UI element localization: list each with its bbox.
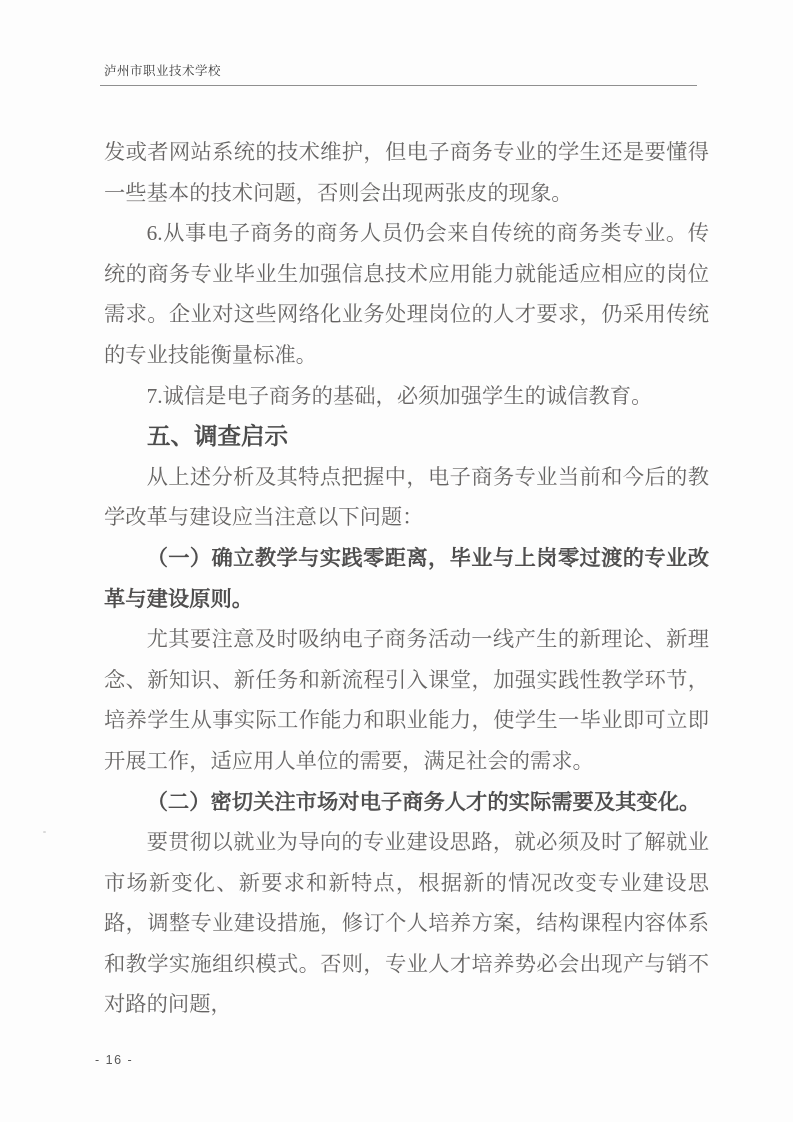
- paragraph-intro: 从上述分析及其特点把握中，电子商务专业当前和今后的教学改革与建设应当注意以下问题：: [104, 464, 709, 530]
- paragraph-item-6: 6.从事电子商务的商务人员仍会来自传统的商务类专业。传统的商务专业毕业生加强信息技术应用能力就能适应相应的岗位需求。企业对这些网络化业务处理岗位的人才要求，仍采用传统的专业技能衡量标准。: [104, 221, 709, 367]
- scan-speck: [43, 831, 46, 833]
- header-rule: [100, 85, 697, 86]
- header-school-name: 泸州市职业技术学校: [104, 64, 222, 78]
- section-heading-survey-insights: 五、调查启示: [147, 423, 288, 450]
- paragraph-detail-2: 要贯彻以就业为导向的专业建设思路，就必须及时了解就业市场新变化、新要求和新特点，根据新的情况改变专业建设思路，调整专业建设措施，修订个人培养方案，结构课程内容体系和教学实施组织模式。否则，专业人才培养势必会出现产与销不对路的问题，: [104, 830, 709, 1017]
- paragraph-detail-1: 尤其要注意及时吸纳电子商务活动一线产生的新理论、新理念、新知识、新任务和新流程引入课堂，加强实践性教学环节，培养学生从事实际工作能力和职业能力，使学生一毕业即可立即开展工作，适应用人单位的需要，满足社会的需求。: [104, 627, 709, 773]
- subsection-heading-2: （二）密切关注市场对电子商务人才的实际需要及其变化。: [146, 789, 701, 814]
- page-body: [104, 132, 709, 1025]
- page-number: - 16 -: [95, 1053, 134, 1067]
- paragraph-item-7: 7.诚信是电子商务的基础，必须加强学生的诚信教育。: [146, 383, 653, 408]
- subsection-heading-1: （一）确立教学与实践零距离，毕业与上岗零过渡的专业改革与建设原则。: [104, 545, 709, 611]
- paragraph-continued: 发或者网站系统的技术维护，但电子商务专业的学生还是要懂得一些基本的技术问题，否则会出现两张皮的现象。: [104, 140, 709, 205]
